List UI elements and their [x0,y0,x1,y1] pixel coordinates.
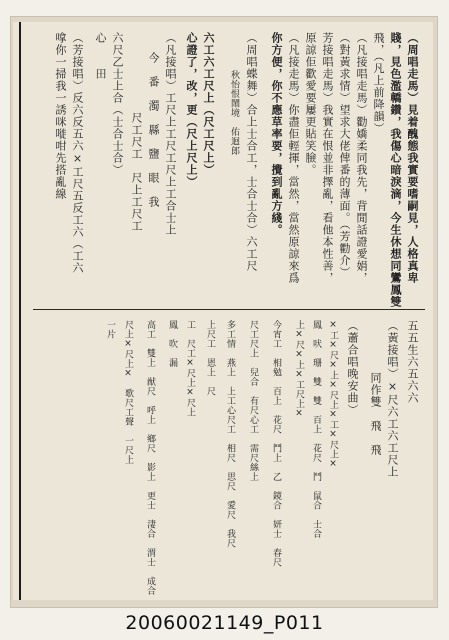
bottom-column: （黃接唱）×尺六工六工尺上 [386,320,399,478]
top-column: 原諒佢歡愛要屢更貼笑臉。 [304,32,317,176]
top-column: （凡接走馬）你盡佢輕揮，當然，當然原諒來爲 [287,32,300,284]
top-column: （周唱走馬）見着醜態我實要嗜嗣見，人格真卑 [406,32,419,284]
top-column: 尺工尺工 尺上工尺工 [130,112,143,232]
bottom-column: 尺上×尺上× 歌尺工聲 一尺上 [123,320,133,465]
top-column: 今 番 濁 縣 鹽 眼 我 [147,52,160,208]
bottom-column: 高工 雙上 猷尺 呼上 鄉尺 影上 更士 淒合 渭士 成合 [145,320,155,596]
top-column: 飛，（凡上前降韻） [372,32,385,135]
binding-rule [19,22,21,600]
top-column: 嗱你一掃我一誘咪嘥咁先搭亂線 [54,32,67,200]
bottom-column: 鳳 吠 珊 雙 雙 百上 花尺 鬥 鼠合 士合 [311,320,321,539]
bottom-column: 今宵工 相勉 百上 花尺 鬥上 乙 鏡合 妍士 春尺 [271,320,281,567]
bottom-column: （蕭合唱晚安曲） [346,320,359,416]
top-column: 你方便，你不應草率要，攪到亂方綫。 [270,32,283,236]
bottom-column: 同作雙 飛 飛 [369,372,382,456]
top-column: 賤，見色濫轎鑽，我傷心暗淚滴，今生休想同鸞鳳雙 [389,32,402,308]
top-column: （周唱蝶舞）合上士合工，士合士合）六工尺 [245,32,258,272]
bottom-column: ×工×尺×上×尺上×工×尺上× [328,320,338,470]
top-column: （凡接唱）工尺上工尺工尺上工合士上 [164,32,177,236]
bottom-column: 上×尺×上×工尺上× [294,320,304,419]
bottom-column: 工 尺工×尺上×尺上 [185,320,195,417]
document-id: 20060021149_P011 [125,612,324,634]
top-column: 六工六工尺上（尺工尺上） [202,32,215,176]
top-column: 秋怡恨鬧境 佑迴郎 [229,70,239,156]
top-column: 六尺乙士上合（士合士合） [111,32,124,176]
top-column: 心 田 [94,32,107,80]
document-page [13,22,433,600]
top-column: （對黃求情）望求大佬俾番的薄面。（芳勸介） [338,32,351,279]
bottom-column: 鳳 吹 漏 [167,320,177,368]
bottom-column: 五五生六五六六 [406,320,419,404]
bottom-column: 尺工尺上 兒合 有尺心工 需尺絲上 [248,320,258,482]
top-column: （凡接唱走馬）勸嬌柔同我先，背閒話證愛娟， [355,32,368,284]
top-column: （芳接唱）反六反五六×工尺五反工六（工六 [71,32,84,274]
bottom-column: 上尺工 恩上 尺 [205,320,215,396]
top-column: 芳接唱走馬）我實在恨並非擇亂，看他本性善， [321,32,334,284]
bottom-column: 多工情 燕上 上工心尺工 相尺 思尺 愛尺 我尺 [225,320,235,548]
section-divider [33,309,425,310]
top-column: 心證了，改，更（尺上尺上） [185,32,198,188]
bottom-column: 一片 [105,320,115,339]
